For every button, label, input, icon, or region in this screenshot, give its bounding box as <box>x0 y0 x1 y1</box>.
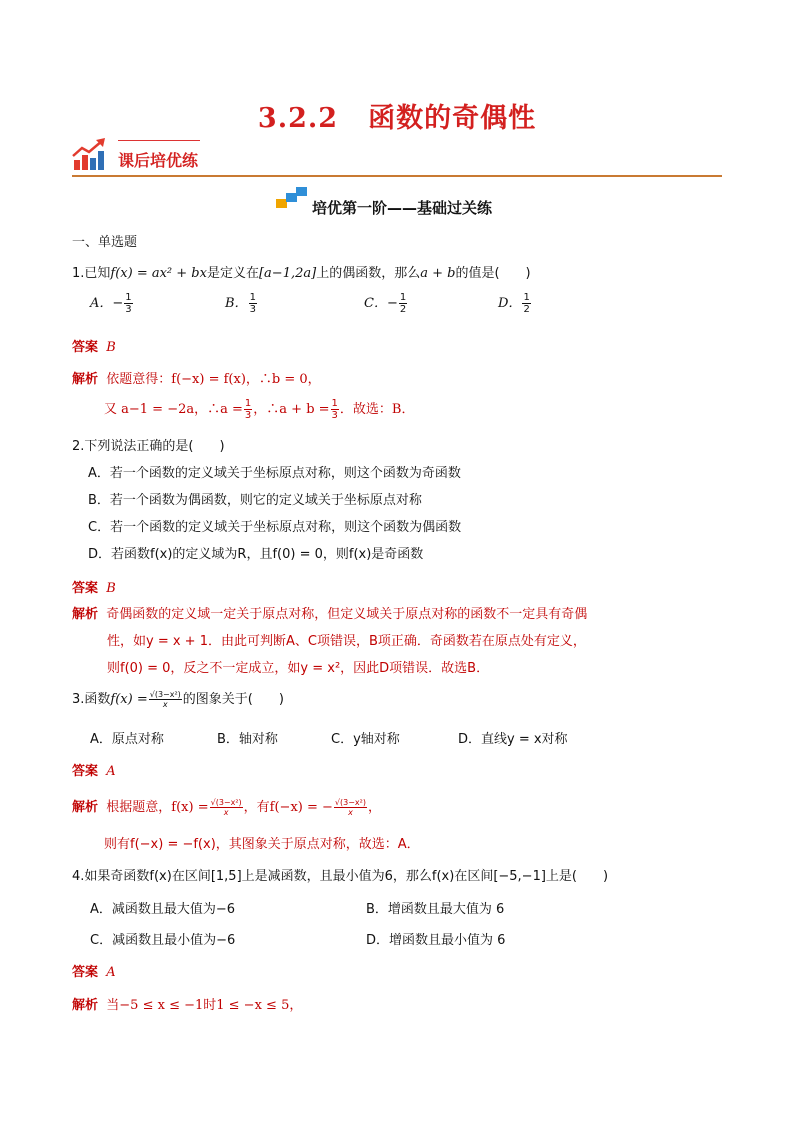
question-4-option-a: A．减函数且最大值为−6 <box>90 902 236 917</box>
page-title <box>0 96 794 135</box>
title-text: 函数的奇偶性 <box>368 103 537 134</box>
title-number: 3.2.2 <box>257 103 339 134</box>
steps-icon <box>276 186 308 210</box>
question-1-option-d: D． $\frac{1}{2}$ <box>498 292 530 315</box>
growth-chart-icon <box>72 138 108 172</box>
question-4-option-b: B．增函数且最大值为 6 <box>366 902 505 917</box>
question-3-option-b: B．轴对称 <box>217 732 278 747</box>
question-1-option-b: B． $\frac{1}{3}$ <box>225 292 256 315</box>
question-3-solution-line-1: 解析 根据题意，f(x) = $\frac{\text{√(3−x²)}}{x}$ ，有f(−x) = − $\frac{\text{√(3−x²)}}{x}$ ， <box>72 798 381 817</box>
question-3-solution-line-2: 则有f(−x) = −f(x)，其图象关于原点对称，故选：A． <box>104 837 420 852</box>
question-1-solution-line-2: 又 a−1 = −2a，∴a = $\frac{1}{3}$ ，∴a + b = $\frac{1}{3}$ ．故选：B． <box>104 398 415 421</box>
question-3-answer: 答案 A <box>72 764 116 779</box>
stage-heading: 培优第一阶——基础过关练 <box>312 199 493 217</box>
question-3-stem: 3.函数f(x) = $\frac{\text{√(3−x²)}}{x}$ 的图象关于( ) <box>72 690 284 709</box>
question-2-option-b: B．若一个函数为偶函数，则它的定义域关于坐标原点对称 <box>88 493 422 508</box>
question-4-option-d: D．增函数且最小值为 6 <box>366 933 506 948</box>
header-divider <box>72 175 722 177</box>
question-1-option-c: C．− $\frac{1}{2}$ <box>364 292 407 315</box>
section-title: 一、单选题 <box>72 235 138 250</box>
question-3-option-c: C．y轴对称 <box>331 732 400 747</box>
question-2-solution-line-2: 性，如y = x + 1．由此可判断A、C项错误，B项正确．奇函数若在原点处有定义， <box>107 634 586 649</box>
question-2-option-a: A．若一个函数的定义域关于坐标原点对称，则这个函数为奇函数 <box>88 466 461 481</box>
question-2-option-c: C．若一个函数的定义域关于坐标原点对称，则这个函数为偶函数 <box>88 520 462 535</box>
question-4-stem: 4.如果奇函数f(x)在区间[1,5]上是减函数，且最小值为6，那么f(x)在区间[−5,−1]上是( ) <box>72 869 609 884</box>
question-3-option-a: A．原点对称 <box>90 732 164 747</box>
question-2-solution-line-3: 则f(0) = 0，反之不一定成立，如y = x²，因此D项错误．故选B． <box>107 661 490 676</box>
question-2-solution-line-1: 解析 奇偶函数的定义域一定关于原点对称，但定义域关于原点对称的函数不一定具有奇偶 <box>72 607 588 622</box>
question-1-stem: 1.已知f(x) = ax² + bx是定义在[a−1,2a]上的偶函数，那么a + b的值是( ) <box>72 266 531 281</box>
question-1-answer: 答案 B <box>72 340 116 355</box>
question-2-answer: 答案 B <box>72 581 116 596</box>
question-4-option-c: C．减函数且最小值为−6 <box>90 933 236 948</box>
question-2-option-d: D．若函数f(x)的定义域为R，且f(0) = 0，则f(x)是奇函数 <box>88 547 424 562</box>
question-2-stem: 2.下列说法正确的是( ) <box>72 439 225 454</box>
question-4-answer: 答案 A <box>72 965 116 980</box>
header-accent-line <box>118 140 200 141</box>
question-3-option-d: D．直线y = x对称 <box>458 732 568 747</box>
question-4-solution-line-1: 解析 当−5 ≤ x ≤ −1时1 ≤ −x ≤ 5， <box>72 998 303 1013</box>
question-1-solution-line-1: 解析 依题意得：f(−x) = f(x)，∴b = 0， <box>72 372 321 387</box>
section-header-label: 课后培优练 <box>118 151 199 170</box>
question-1-option-a: A．− $\frac{1}{3}$ <box>90 292 132 315</box>
